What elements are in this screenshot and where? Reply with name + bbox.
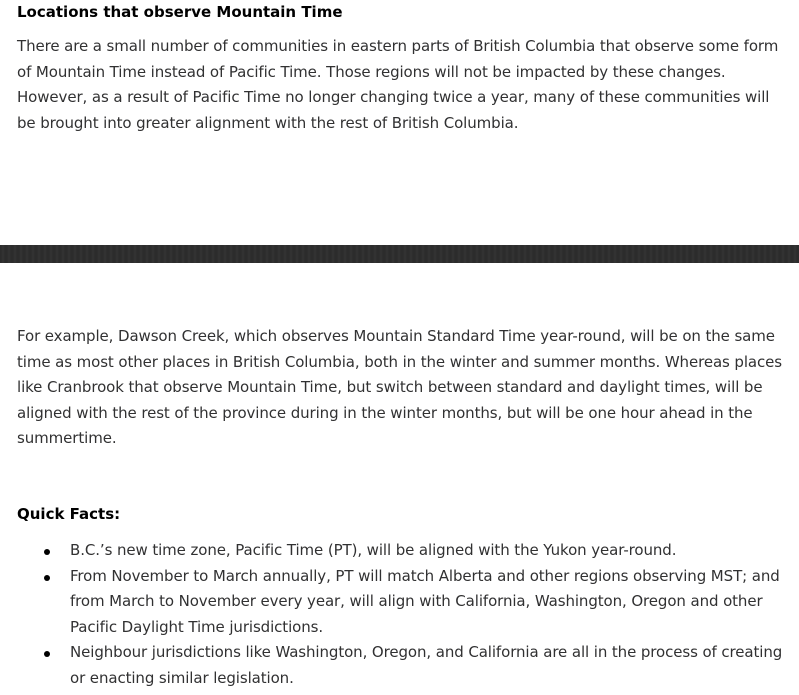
quick-facts-title: Quick Facts: xyxy=(17,505,121,523)
example-paragraph: For example, Dawson Creek, which observes Mountain Standard Time year-round, will be on the same time as most other places in British Columbia, both in the winter and summer months. Whereas places like Cranbrook that observe Mountain Time, but switch between standard and daylight times, will be aligned with the rest of the province during in the winter months, but will be one hour ahead in the summertime. xyxy=(17,327,782,447)
example-section xyxy=(17,324,797,452)
divider-bar xyxy=(0,245,799,263)
quick-facts-section xyxy=(17,502,792,691)
list-item xyxy=(17,564,792,641)
bullet-icon xyxy=(44,549,50,555)
list-item-text: From November to March annually, PT will match Alberta and other regions observing MST; and from March to November every year, will align with California, Washington, Oregon and other Pacific Daylight Time jurisdictions. xyxy=(70,566,780,636)
bullet-icon xyxy=(44,651,50,657)
list-item xyxy=(17,640,792,691)
mountain-time-paragraph: There are a small number of communities in eastern parts of British Columbia that observe some form of Mountain Time instead of Pacific Time. Those regions will not be impacted by these changes. However, as a result of Pacific Time no longer changing twice a year, many of these communities will be brought into greater alignment with the rest of British Columbia. xyxy=(17,37,779,132)
mountain-time-section xyxy=(17,0,792,136)
list-item-text: Neighbour jurisdictions like Washington, Oregon, and California are all in the process of creating or enacting similar legislation. xyxy=(70,643,783,687)
quick-facts-list xyxy=(17,538,792,691)
list-item xyxy=(17,538,792,564)
section-heading: Locations that observe Mountain Time xyxy=(17,3,343,21)
list-item-text: B.C.’s new time zone, Pacific Time (PT), will be aligned with the Yukon year-round. xyxy=(70,541,677,559)
bullet-icon xyxy=(44,575,50,581)
